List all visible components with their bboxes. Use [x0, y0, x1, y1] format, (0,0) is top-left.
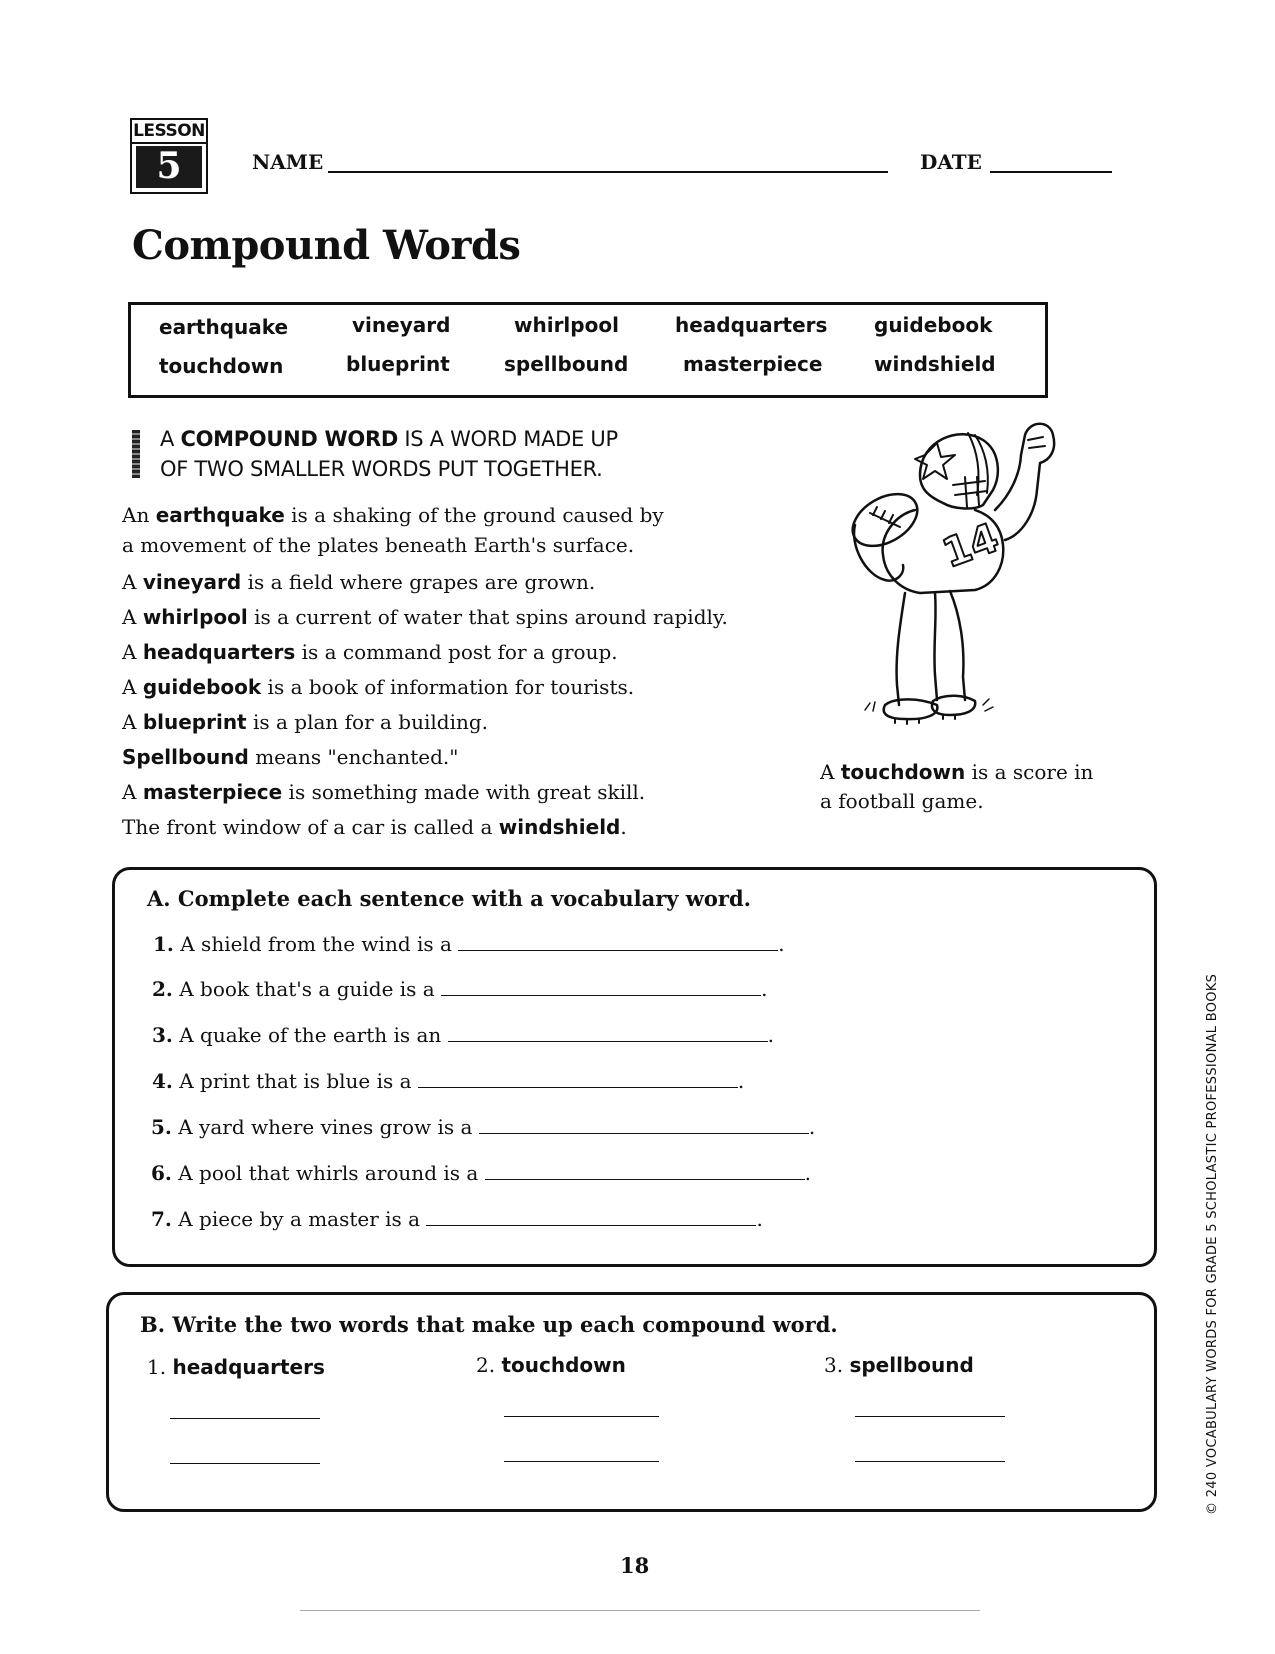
section-b-instruction: Write the two words that make up each compound word.	[172, 1312, 838, 1337]
vocab-word: whirlpool	[514, 313, 619, 337]
vocab-word: guidebook	[874, 313, 993, 337]
section-a-instruction: Complete each sentence with a vocabulary word.	[177, 886, 751, 911]
vocab-word: headquarters	[675, 313, 828, 337]
name-label: NAME	[252, 150, 324, 174]
sentence-item: 7. A piece by a master is a .	[151, 1207, 763, 1231]
section-b-letter: B.	[140, 1312, 166, 1337]
section-a-letter: A.	[147, 886, 171, 911]
page-number: 18	[620, 1553, 650, 1578]
answer-blank[interactable]	[504, 1416, 659, 1417]
illustration-caption	[820, 758, 1093, 816]
answer-blank[interactable]	[479, 1117, 809, 1134]
vocab-word: blueprint	[346, 352, 450, 376]
definition: a movement of the plates beneath Earth's surface.	[122, 533, 635, 557]
compound-item: 1. headquarters	[147, 1355, 325, 1379]
football-player-illustration	[825, 415, 1065, 745]
answer-blank[interactable]	[170, 1418, 320, 1419]
definition: Spellbound means "enchanted."	[122, 745, 459, 769]
definitions-list	[122, 500, 728, 845]
answer-blank[interactable]	[855, 1461, 1005, 1462]
lesson-number: 5	[136, 146, 202, 188]
footer-divider	[300, 1610, 980, 1611]
rule-line1: IS A WORD MADE UP	[397, 427, 618, 451]
section-b-title	[140, 1312, 838, 1337]
definition: A guidebook is a book of information for tourists.	[122, 675, 635, 699]
caption-line2: a football game.	[820, 789, 984, 813]
definition: A masterpiece is something made with great skill.	[122, 780, 646, 804]
answer-blank[interactable]	[441, 979, 761, 996]
sentence-item: 6. A pool that whirls around is a .	[151, 1161, 812, 1185]
rule-marker	[132, 430, 140, 478]
sentence-item: 4. A print that is blue is a .	[152, 1069, 745, 1093]
vocab-word: touchdown	[159, 354, 284, 378]
definition: A vineyard is a field where grapes are grown.	[122, 570, 596, 594]
sentence-item: 5. A yard where vines grow is a .	[151, 1115, 816, 1139]
answer-blank[interactable]	[170, 1463, 320, 1464]
date-label: DATE	[920, 150, 982, 174]
rule-prefix: A	[160, 427, 181, 451]
jersey-number: 14	[936, 514, 1005, 578]
vocab-word: masterpiece	[683, 352, 823, 376]
definition: The front window of a car is called a windshield.	[122, 815, 627, 839]
vocab-word: windshield	[874, 352, 996, 376]
answer-blank[interactable]	[458, 934, 778, 951]
answer-blank[interactable]	[855, 1416, 1005, 1417]
caption-post: is a score in	[965, 760, 1094, 784]
date-field[interactable]	[990, 171, 1112, 173]
answer-blank[interactable]	[504, 1461, 659, 1462]
section-a-title	[147, 886, 751, 911]
sentence-item: 1. A shield from the wind is a .	[153, 932, 785, 956]
vocab-word: earthquake	[159, 315, 289, 339]
caption-word: touchdown	[840, 760, 966, 784]
answer-blank[interactable]	[448, 1025, 768, 1042]
definition: A headquarters is a command post for a group.	[122, 640, 618, 664]
answer-blank[interactable]	[485, 1163, 805, 1180]
side-credit: © 240 VOCABULARY WORDS FOR GRADE 5 SCHOLASTIC PROFESSIONAL BOOKS	[1205, 973, 1220, 1515]
vocab-word: vineyard	[352, 313, 451, 337]
compound-word-rule	[160, 424, 618, 484]
rule-line2: OF TWO SMALLER WORDS PUT TOGETHER.	[160, 457, 603, 481]
caption-pre: A	[820, 760, 841, 784]
page-title: Compound Words	[132, 222, 521, 269]
name-field[interactable]	[328, 171, 888, 173]
sentence-item: 3. A quake of the earth is an .	[152, 1023, 775, 1047]
definition: A blueprint is a plan for a building.	[122, 710, 489, 734]
definition: An earthquake is a shaking of the ground caused by	[122, 503, 664, 527]
compound-item: 2. touchdown	[476, 1353, 626, 1377]
sentence-item: 2. A book that's a guide is a .	[152, 977, 768, 1001]
vocab-word: spellbound	[504, 352, 629, 376]
definition: A whirlpool is a current of water that spins around rapidly.	[122, 605, 728, 629]
answer-blank[interactable]	[418, 1071, 738, 1088]
lesson-badge	[130, 118, 208, 194]
rule-emphasis: COMPOUND WORD	[180, 427, 398, 451]
lesson-label: LESSON	[132, 120, 206, 144]
answer-blank[interactable]	[426, 1209, 756, 1226]
compound-item: 3. spellbound	[824, 1353, 974, 1377]
